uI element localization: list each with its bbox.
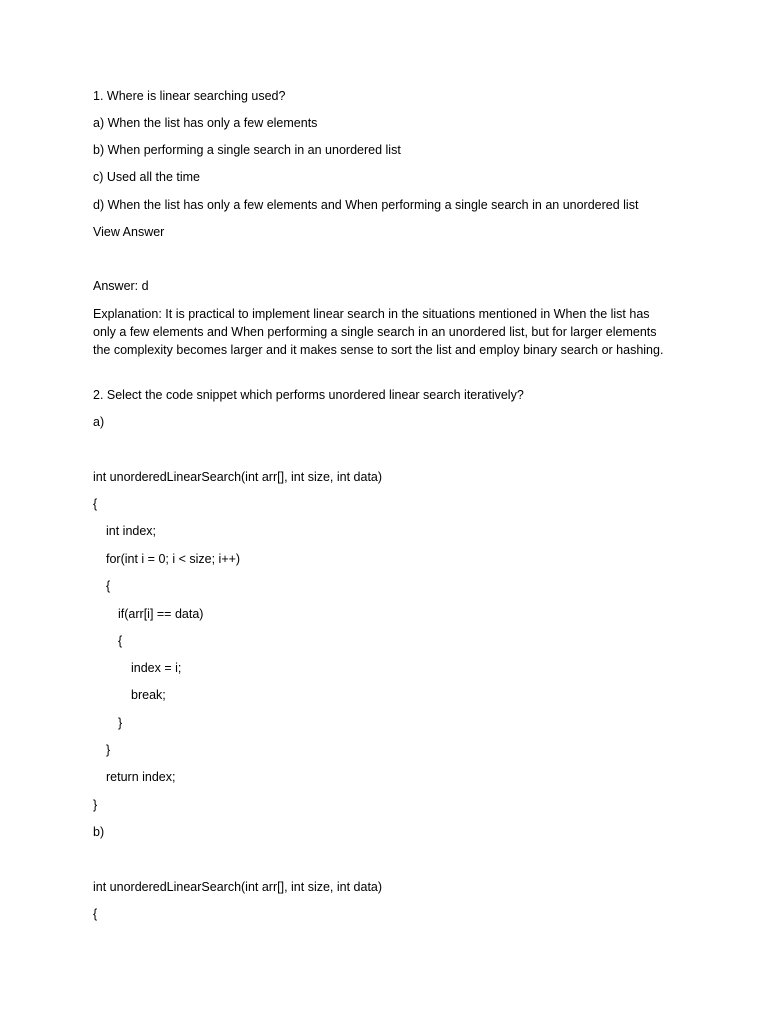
code-a-line-6: if(arr[i] == data) <box>118 607 204 621</box>
view-answer-link[interactable]: View Answer <box>93 225 165 239</box>
question-2-text: 2. Select the code snippet which performs unordered linear search iteratively? <box>93 388 524 402</box>
code-a-line-8: index = i; <box>131 661 182 675</box>
explanation-text: Explanation: It is practical to implement linear search in the situations mentioned in When the list has only a few elements and When performing a single search in an unordered list, but for larger elements the complexity becomes larger and it makes sense to sort the list and employ binary search or hashing. <box>93 307 664 357</box>
code-a-line-9: break; <box>131 688 166 702</box>
code-a-line-2: { <box>93 497 98 511</box>
question-1-option-b: b) When performing a single search in an unordered list <box>93 143 401 157</box>
code-a-line-11: } <box>106 743 111 757</box>
option-a-label: a) <box>93 415 105 429</box>
code-b-line-2: { <box>93 907 98 921</box>
code-a-line-3: int index; <box>106 524 157 538</box>
option-b-label: b) <box>93 825 105 839</box>
code-a-line-10: } <box>118 716 123 730</box>
question-1-option-a: a) When the list has only a few elements <box>93 116 318 130</box>
code-a-line-5: { <box>106 579 111 593</box>
code-a-line-4: for(int i = 0; i < size; i++) <box>106 552 241 566</box>
code-a-line-13: } <box>93 798 98 812</box>
question-1-option-d: d) When the list has only a few elements and When performing a single search in an unordered list <box>93 198 639 212</box>
code-a-line-12: return index; <box>106 770 176 784</box>
question-1-text: 1. Where is linear searching used? <box>93 89 286 103</box>
question-1-option-c: c) Used all the time <box>93 170 200 184</box>
code-b-line-1: int unorderedLinearSearch(int arr[], int size, int data) <box>93 880 383 894</box>
code-a-line-7: { <box>118 634 123 648</box>
answer-text: Answer: d <box>93 279 149 293</box>
code-a-line-1: int unorderedLinearSearch(int arr[], int size, int data) <box>93 470 383 484</box>
